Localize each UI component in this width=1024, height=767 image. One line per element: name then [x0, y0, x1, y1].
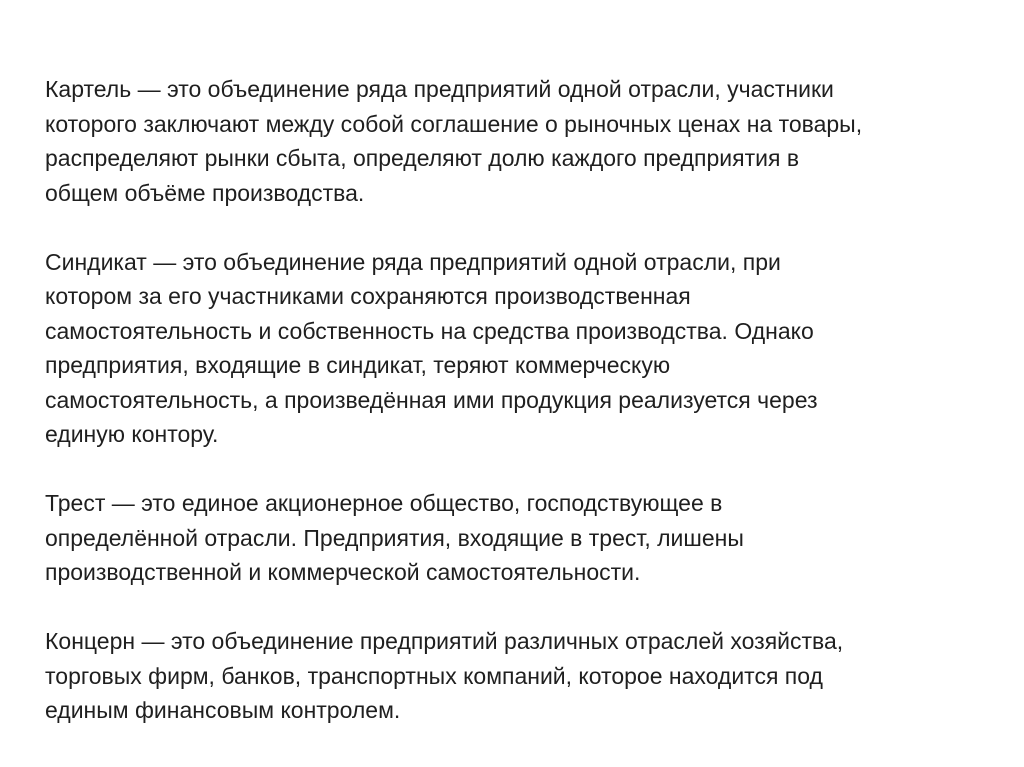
paragraph-syndicate: Синдикат — это объединение ряда предприятий одной отрасли, при котором за его участниками сохраняются производственная самостоятельность и собственность на средства производства. Однако предприятия, входящие в синдикат, теряют коммерческую самостоятельность, а произведённая ими продукция реализуется через единую контору. — [45, 248, 818, 447]
paragraph-trust: Трест — это единое акционерное общество, господствующее в определённой отрасли. Предприятия, входящие в трест, лишены производственной и коммерческой самостоятельности. — [45, 490, 744, 585]
paragraph-concern: Концерн — это объединение предприятий различных отраслей хозяйства, торговых фирм, банков, транспортных компаний, которое находится под единым финансовым контролем. — [45, 628, 844, 723]
slide-text-body — [45, 72, 985, 728]
paragraph-cartel: Картель — это объединение ряда предприятий одной отрасли, участники которого заключают между собой соглашение о рыночных ценах на товары, распределяют рынки сбыта, определяют долю каждого предприятия в общем объёме производства. — [45, 76, 863, 206]
